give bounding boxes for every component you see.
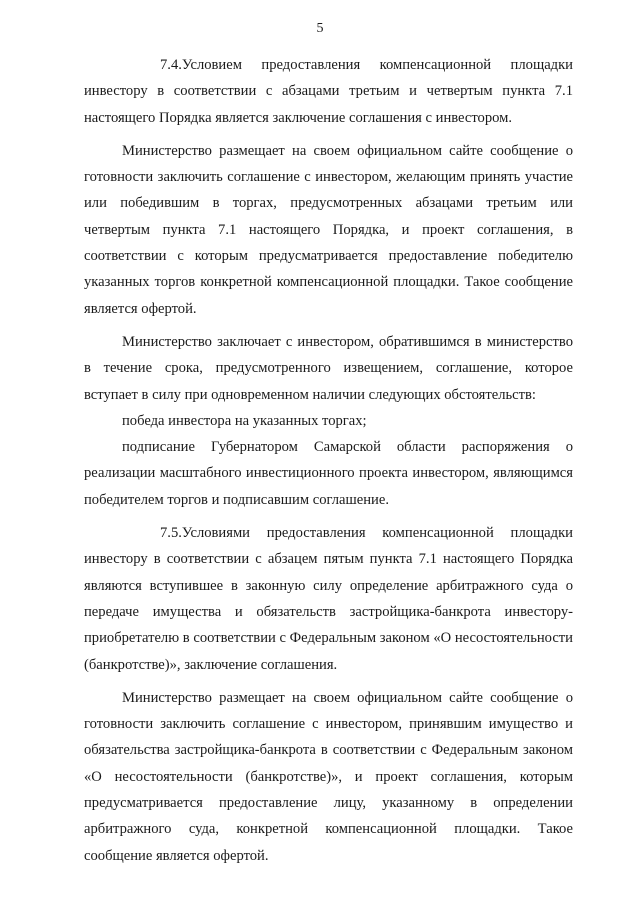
paragraph-text: подписание Губернатором Самарской области распоряжения о реализации масштабного инвестиционного проекта инвестором, являющимся победителем торгов и подписавшим соглашение. <box>84 439 573 508</box>
paragraph <box>84 329 573 408</box>
clause-number: 7.5. <box>160 525 182 542</box>
paragraph <box>84 685 573 869</box>
document-body <box>84 52 573 876</box>
page-number: 5 <box>316 21 324 36</box>
paragraph-7-4 <box>84 52 573 131</box>
paragraph <box>84 434 573 513</box>
paragraph-text: Министерство заключает с инвестором, обратившимся в министерство в течение срока, предусмотренного извещением, соглашение, которое вступает в силу при одновременном наличии следующих обстоятельств: <box>84 333 573 403</box>
paragraph-7-5 <box>84 520 573 678</box>
paragraph-text: Условием предоставления компенсационной площадки инвестору в соответствии с абзацами третьим и четвертым пункта 7.1 настоящего Порядка является заключение соглашения с инвестором. <box>84 57 573 126</box>
paragraph-text: победа инвестора на указанных торгах; <box>122 412 367 429</box>
paragraph-text: Министерство размещает на своем официальном сайте сообщение о готовности заключить соглашение с инвестором, принявшим имущество и обязательства застройщика-банкрота в соответствии с Федеральным законом «О несостоятельности (банкротстве)», и проект соглашения, которым предусматривается предоставление лицу, указанному в определении арбитражного суда, конкретной компенсационной площадки. Такое сообщение является офертой. <box>84 689 573 864</box>
clause-number: 7.4. <box>160 57 182 73</box>
paragraph <box>84 408 573 434</box>
paragraph-text: Условиями предоставления компенсационной площадки инвестору в соответствии с абзацем пятым пункта 7.1 настоящего Порядка являются вступившее в законную силу определение арбитражного суда о передаче имущества и обязательств застройщика-банкрота инвестору-приобретателю в соответствии с Федеральным законом «О несостоятельности (банкротстве)», заключение соглашения. <box>84 525 573 673</box>
paragraph <box>84 138 573 322</box>
paragraph-text: Министерство размещает на своем официальном сайте сообщение о готовности заключить соглашение с инвестором, желающим принять участие или победившим в торгах, предусмотренных абзацами третьим или четвертым пункта 7.1 настоящего Порядка, и проект соглашения, в соответствии с которым предусматривается предоставление победителю указанных торгов конкретной компенсационной площадки. Такое сообщение является офертой. <box>84 142 573 317</box>
